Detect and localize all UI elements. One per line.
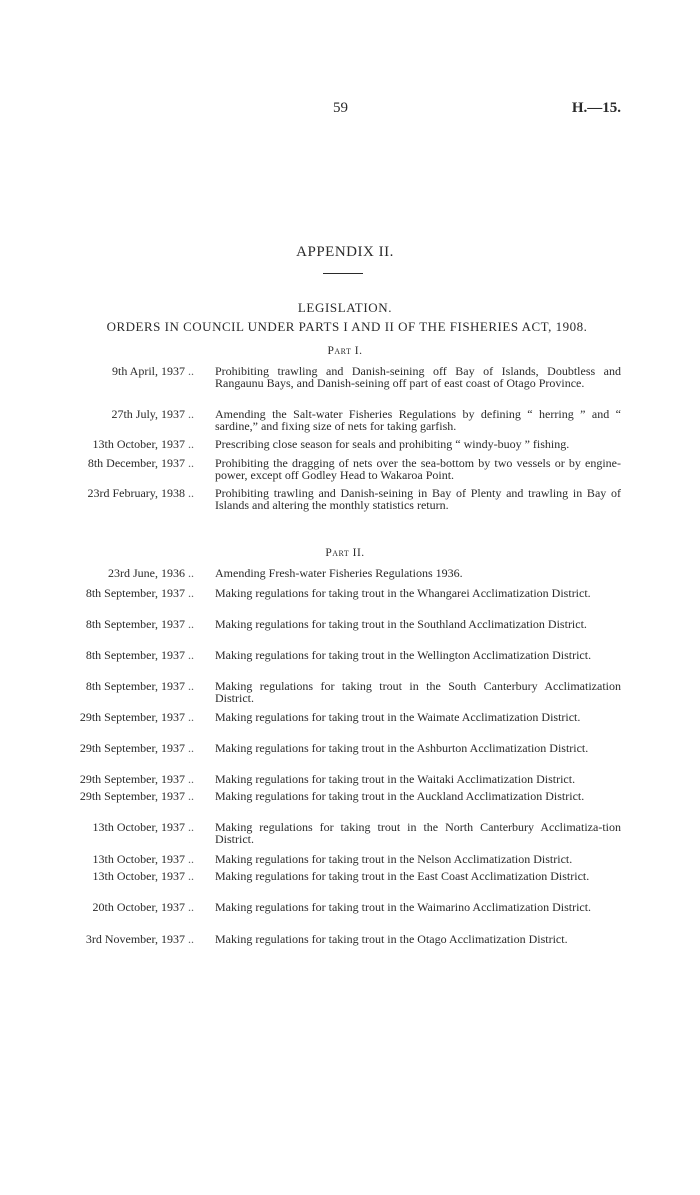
entry-description: Making regulations for taking trout in the Auckland Acclimatization District. [215, 789, 585, 803]
entry-date: 20th October, 1937 [92, 900, 185, 914]
leader-dots: .. [188, 900, 194, 914]
entry-description: Making regulations for taking trout in the Wellington Acclimatization District. [215, 648, 592, 662]
entry-description: Making regulations for taking trout in the North Canterbury Acclimatiza-tion District. [215, 820, 621, 846]
entry-date: 8th September, 1937 [85, 586, 185, 600]
entry-date: 8th September, 1937 [85, 648, 185, 662]
leader-dots: .. [188, 364, 194, 378]
leader-dots: .. [188, 772, 194, 786]
leader-dots: .. [188, 679, 194, 693]
entry-description: Prohibiting the dragging of nets over the sea-bottom by two vessels or by engine-power, except off Godley Head to Wakaroa Point. [215, 456, 621, 482]
title-rule [323, 273, 363, 274]
entry-date: 29th September, 1937 [79, 789, 185, 803]
entry-date: 8th September, 1937 [85, 617, 185, 631]
entry-description: Making regulations for taking trout in the Ashburton Acclimatization District. [215, 741, 589, 755]
entry-date: 13th October, 1937 [92, 852, 185, 866]
part-heading: Part II. [325, 547, 365, 559]
entry-date: 3rd November, 1937 [85, 932, 185, 946]
leader-dots: .. [188, 586, 194, 600]
entry-date: 13th October, 1937 [92, 437, 185, 451]
entry-description: Making regulations for taking trout in the Waimarino Acclimatization District. [215, 900, 592, 914]
part-heading: Part I. [327, 345, 363, 357]
entry-description: Prohibiting trawling and Danish-seining in Bay of Plenty and trawling in Bay of Islands and altering the monthly statistics return. [215, 486, 621, 512]
orders-subtitle: ORDERS IN COUNCIL UNDER PARTS I AND II OF THE FISHERIES ACT, 1908. [106, 319, 588, 334]
leader-dots: .. [188, 789, 194, 803]
entry-description: Making regulations for taking trout in the Nelson Acclimatization District. [215, 852, 573, 866]
leader-dots: .. [188, 437, 194, 451]
entry-date: 13th October, 1937 [92, 820, 185, 834]
leader-dots: .. [188, 617, 194, 631]
entry-description: Amending Fresh-water Fisheries Regulations 1936. [215, 566, 463, 580]
leader-dots: .. [188, 869, 194, 883]
page-number: 59 [333, 100, 348, 116]
entry-date: 13th October, 1937 [92, 869, 185, 883]
entry-date: 23rd February, 1938 [87, 486, 185, 500]
entry-date: 29th September, 1937 [79, 772, 185, 786]
entry-date: 8th September, 1937 [85, 679, 185, 693]
entry-date: 29th September, 1937 [79, 741, 185, 755]
entry-date: 23rd June, 1936 [108, 566, 185, 580]
entry-date: 27th July, 1937 [111, 407, 185, 421]
appendix-title: APPENDIX II. [296, 244, 394, 260]
leader-dots: .. [188, 486, 194, 500]
entry-description: Prescribing close season for seals and prohibiting “ windy-buoy ” fishing. [215, 437, 570, 451]
leader-dots: .. [188, 648, 194, 662]
entry-description: Making regulations for taking trout in the Waimate Acclimatization District. [215, 710, 581, 724]
entry-description: Making regulations for taking trout in the Otago Acclimatization District. [215, 932, 568, 946]
entry-description: Making regulations for taking trout in the Southland Acclimatization District. [215, 617, 587, 631]
entry-date: 29th September, 1937 [79, 710, 185, 724]
section-title: LEGISLATION. [297, 300, 393, 315]
entry-description: Amending the Salt-water Fisheries Regulations by defining “ herring ” and “ sardine,” and fixing size of nets for taking garfish. [215, 407, 621, 433]
leader-dots: .. [188, 407, 194, 421]
entry-description: Making regulations for taking trout in the Whangarei Acclimatization District. [215, 586, 591, 600]
entry-description: Making regulations for taking trout in the Waitaki Acclimatization District. [215, 772, 576, 786]
entry-description: Making regulations for taking trout in the East Coast Acclimatization District. [215, 869, 590, 883]
entry-date: 9th April, 1937 [111, 364, 185, 378]
leader-dots: .. [188, 710, 194, 724]
leader-dots: .. [188, 456, 194, 470]
leader-dots: .. [188, 820, 194, 834]
leader-dots: .. [188, 852, 194, 866]
document-reference: H.—15. [571, 100, 621, 116]
leader-dots: .. [188, 741, 194, 755]
leader-dots: .. [188, 932, 194, 946]
leader-dots: .. [188, 566, 194, 580]
entry-description: Prohibiting trawling and Danish-seining off Bay of Islands, Doubtless and Rangaunu Bays, and Danish-seining off part of east coast of Otago Province. [215, 364, 621, 390]
entry-date: 8th December, 1937 [87, 456, 185, 470]
entry-description: Making regulations for taking trout in the South Canterbury Acclimatization District. [215, 679, 621, 705]
